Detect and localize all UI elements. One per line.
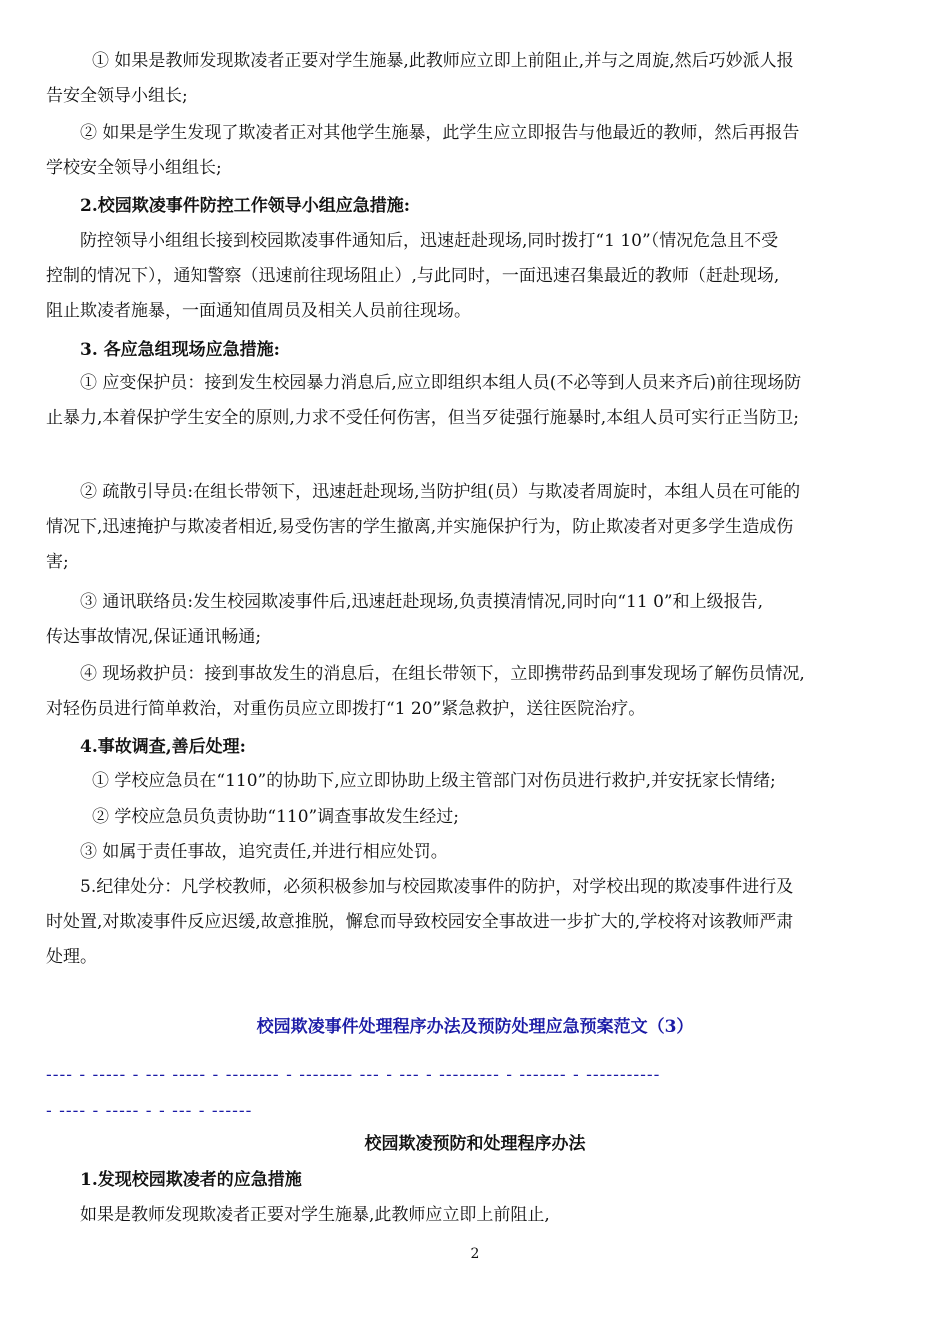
paragraph-line: ③ 通讯联络员:发生校园欺凌事件后,迅速赶赴现场,负责摸清情况,同时向“11 0”和上级报告, bbox=[80, 592, 763, 612]
page-number: 2 bbox=[470, 1246, 480, 1262]
paragraph-7 bbox=[46, 657, 906, 727]
paragraph-5 bbox=[46, 475, 906, 580]
paragraph-line: ② 疏散引导员:在组长带领下，迅速赶赴现场,当防护组(员）与欺凌者周旋时，本组人员在可能的 bbox=[80, 482, 801, 502]
paragraph-11 bbox=[46, 870, 906, 975]
paragraph-line: ④ 现场救护员：接到事故发生的消息后，在组长带领下，立即携带药品到事发现场了解伤员情况, bbox=[80, 664, 805, 684]
paragraph-1 bbox=[46, 44, 906, 114]
heading-3: 3. 各应急组现场应急措施: bbox=[80, 340, 280, 360]
paragraph-line: 阻止欺凌者施暴，一面通知值周员及相关人员前往现场。 bbox=[46, 301, 471, 321]
paragraph-line: 对轻伤员进行简单救治，对重伤员应立即拨打“1 20”紧急救护，送往医院治疗。 bbox=[46, 699, 646, 719]
paragraph-line: ② 如果是学生发现了欺凌者正对其他学生施暴，此学生应立即报告与他最近的教师，然后再报告 bbox=[80, 123, 800, 143]
paragraph-line: 害; bbox=[46, 552, 69, 572]
paragraph-2 bbox=[46, 116, 906, 186]
paragraph-3 bbox=[46, 224, 906, 329]
paragraph-line: 控制的情况下），通知警察（迅速前往现场阻止）,与此同时，一面迅速召集最近的教师（赶赴现场, bbox=[46, 266, 780, 286]
doc-title: 校园欺凌预防和处理程序办法 bbox=[364, 1134, 586, 1154]
paragraph-line: ① 应变保护员：接到发生校园暴力消息后,应立即组织本组人员(不必等到人员来齐后)前往现场防 bbox=[80, 373, 802, 393]
paragraph-8: ① 学校应急员在“110”的协助下,应立即协助上级主管部门对伤员进行救护,并安抚家长情绪; bbox=[92, 771, 776, 791]
paragraph-6 bbox=[46, 585, 906, 655]
paragraph-line: 处理。 bbox=[46, 947, 97, 967]
paragraph-line: 止暴力,本着保护学生安全的原则,力求不受任何伤害，但当歹徒强行施暴时,本组人员可实行正当防卫; bbox=[46, 408, 799, 428]
heading-new-1: 1.发现校园欺凌者的应急措施 bbox=[80, 1170, 302, 1190]
paragraph-line: 学校安全领导小组组长; bbox=[46, 158, 222, 178]
paragraph-line: 告安全领导小组长; bbox=[46, 86, 188, 106]
paragraph-4 bbox=[46, 366, 906, 436]
heading-4: 4.事故调查,善后处理: bbox=[80, 737, 246, 757]
paragraph-line: 5.纪律处分：凡学校教师，必须积极参加与校园欺凌事件的防护，对学校出现的欺凌事件进行及 bbox=[80, 877, 794, 897]
paragraph-line: 时处置,对欺凌事件反应迟缓,故意推脱，懈怠而导致校园安全事故进一步扩大的,学校将对该教师严肃 bbox=[46, 912, 794, 932]
dashed-separator: ---- - ----- - --- ----- - -------- - -------- --- - --- - --------- - ------- - ----------- bbox=[46, 1065, 661, 1085]
paragraph-line: 情况下,迅速掩护与欺凌者相近,易受伤害的学生撤离,并实施保护行为，防止欺凌者对更多学生造成伤 bbox=[46, 517, 794, 537]
paragraph-10: ③ 如属于责任事故，追究责任,并进行相应处罚。 bbox=[80, 842, 448, 862]
paragraph-9: ② 学校应急员负责协助“110”调查事故发生经过; bbox=[92, 807, 459, 827]
dashed-separator: - ---- - ----- - - --- - ------ bbox=[46, 1101, 253, 1121]
paragraph-line: 防控领导小组组长接到校园欺凌事件通知后，迅速赶赴现场,同时拨打“1 10”（情况危急且不受 bbox=[80, 231, 779, 251]
heading-2: 2.校园欺凌事件防控工作领导小组应急措施: bbox=[80, 196, 411, 216]
paragraph-line: 传达事故情况,保证通讯畅通; bbox=[46, 627, 262, 647]
paragraph-line: ① 如果是教师发现欺凌者正要对学生施暴,此教师应立即上前阻止,并与之周旋,然后巧妙派人报 bbox=[92, 51, 794, 71]
paragraph-last: 如果是教师发现欺凌者正要对学生施暴,此教师应立即上前阻止, bbox=[80, 1205, 550, 1225]
section-title: 校园欺凌事件处理程序办法及预防处理应急预案范文（3） bbox=[256, 1017, 694, 1037]
